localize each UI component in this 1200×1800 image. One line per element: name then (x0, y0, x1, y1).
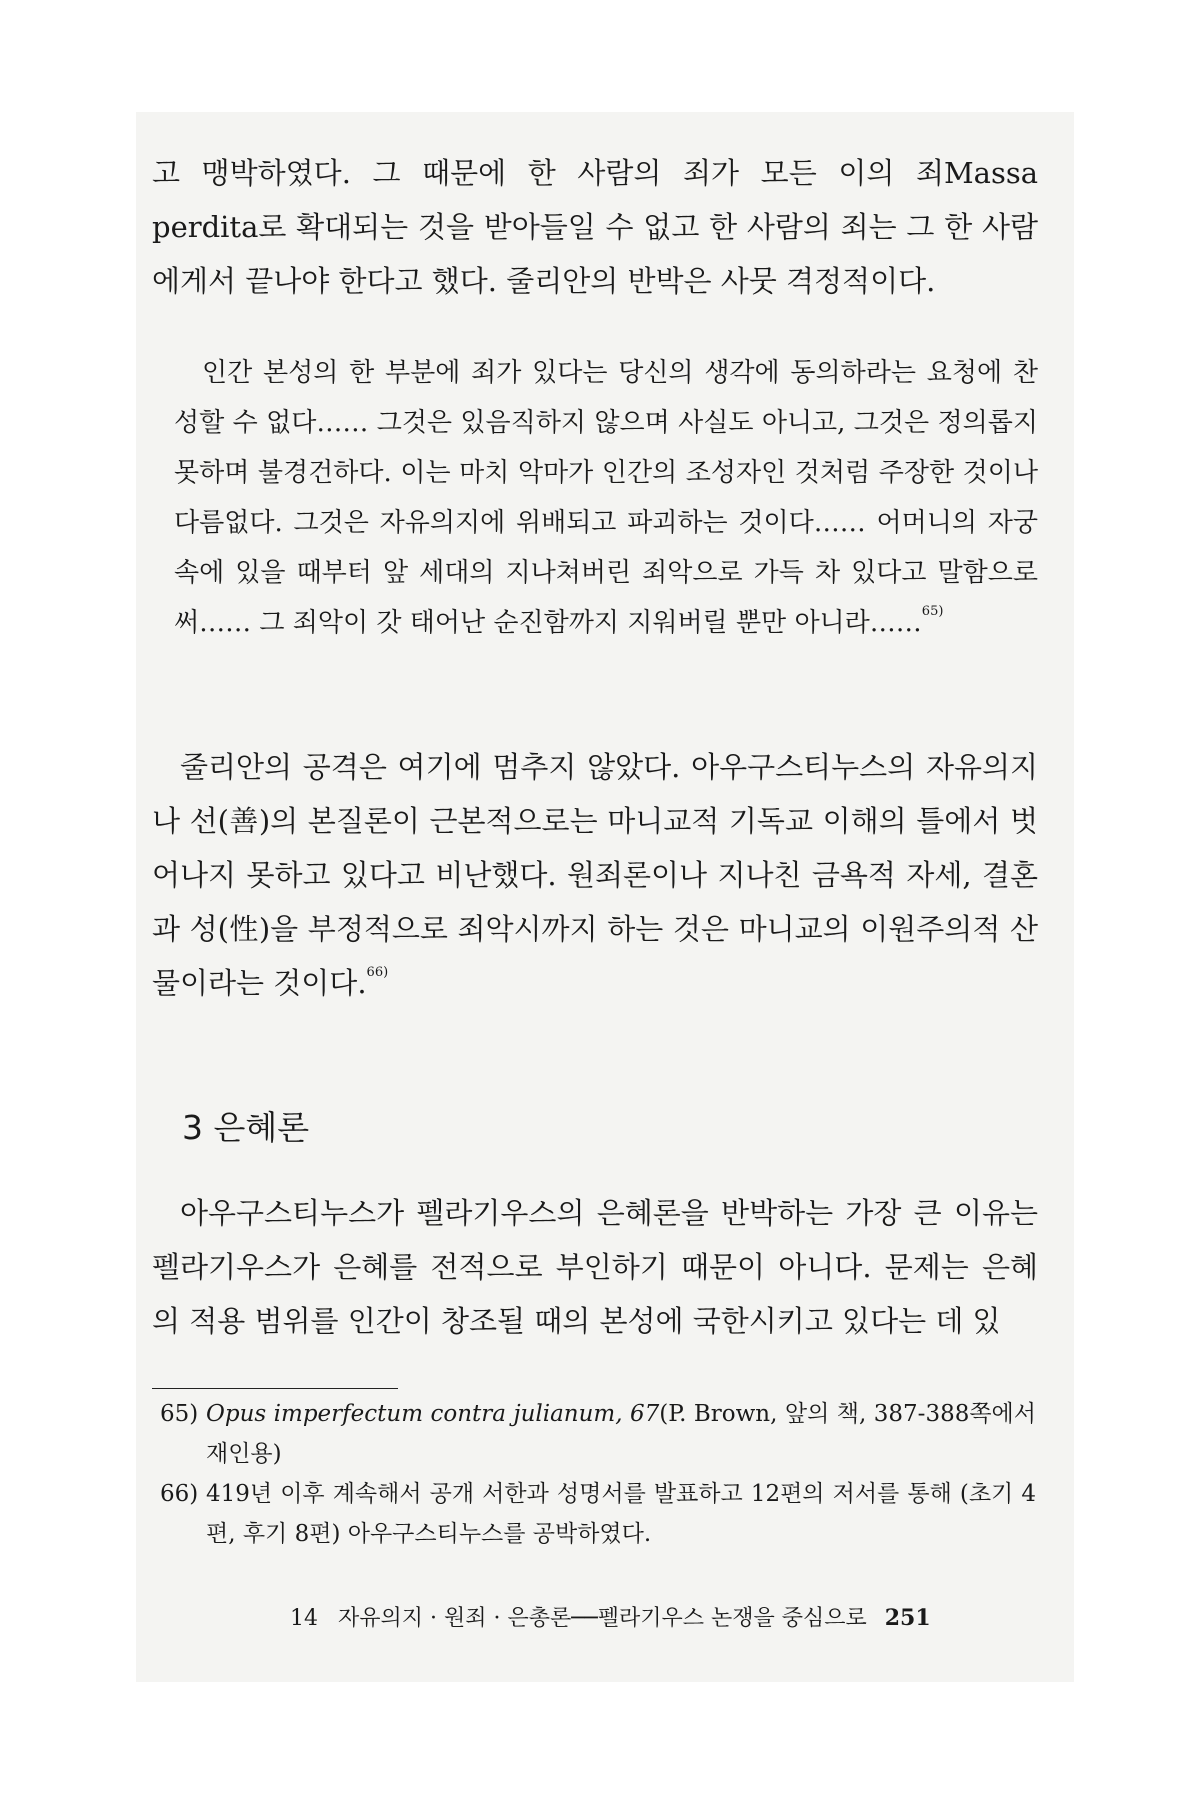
footnote-text: 419년 이후 계속해서 공개 서한과 성명서를 발표하고 12편의 저서를 통해 (초기 4편, 후기 8편) 아우구스티누스를 공박하였다. (206, 1481, 1036, 1547)
footnote-source-title: Opus imperfectum contra julianum, 67 (206, 1401, 660, 1427)
footnote-ref-66[interactable]: 66) (366, 965, 389, 981)
body-paragraph-1 (152, 146, 1038, 308)
block-quote-paragraph (174, 348, 1038, 648)
paragraph-text: 아우구스티누스가 펠라기우스의 은혜론을 반박하는 가장 큰 이유는 펠라기우스가 은혜를 전적으로 부인하기 때문이 아니다. 문제는 은혜의 적용 범위를 인간이 창조될 때의 본성에 국한시키고 있다는 데 있 (152, 1196, 1038, 1338)
footnote-65 (160, 1394, 1036, 1474)
paragraph-text: 고 맹박하였다. 그 때문에 한 사람의 죄가 모든 이의 죄Massa perdita로 확대되는 것을 받아들일 수 없고 한 사람의 죄는 그 한 사람에게서 끝나야 한다고 했다. 줄리안의 반박은 사뭇 격정적이다. (152, 156, 1038, 298)
chapter-number: 14 (290, 1606, 318, 1631)
body-paragraph-2 (152, 740, 1038, 1010)
body-paragraph-3 (152, 1186, 1038, 1348)
footnote-ref-65[interactable]: 65) (921, 604, 944, 620)
footnote-text (206, 1394, 1036, 1474)
footnote-number: 65) (160, 1401, 199, 1427)
footnote-66 (160, 1474, 1036, 1554)
footnote-citation: (P. Brown, 앞의 책, 387-388쪽에서 재인용) (206, 1401, 1036, 1467)
paragraph-2 (152, 740, 1038, 1010)
page-number: 251 (884, 1605, 931, 1631)
section-heading: 3 은혜론 (182, 1108, 310, 1147)
block-quote (174, 348, 1038, 648)
footnote-divider (152, 1388, 398, 1389)
footnotes (160, 1394, 1036, 1554)
block-quote-text: 인간 본성의 한 부분에 죄가 있다는 당신의 생각에 동의하라는 요청에 찬성할 수 없다…… 그것은 있음직하지 않으며 사실도 아니고, 그것은 정의롭지 못하며 불경건하다. 이는 마치 악마가 인간의 조성자인 것처럼 주장한 것이나 다름없다. 그것은 자유의지에 위배되고 파괴하는 것이다…… 어머니의 자궁 속에 있을 때부터 앞 세대의 지나쳐버린 죄악으로 가득 차 있다고 말함으로써…… 그 죄악이 갓 태어난 순진함까지 지워버릴 뿐만 아니라…… (174, 358, 1038, 638)
running-footer (290, 1602, 1040, 1635)
footnote-number: 66) (160, 1481, 199, 1507)
paragraph-text: 줄리안의 공격은 여기에 멈추지 않았다. 아우구스티누스의 자유의지나 선(善)의 본질론이 근본적으로는 마니교적 기독교 이해의 틀에서 벗어나지 못하고 있다고 비난했다. 원죄론이나 지나친 금욕적 자세, 결혼과 성(性)을 부정적으로 죄악시까지 하는 것은 마니교의 이원주의적 산물이라는 것이다. (152, 750, 1038, 1000)
chapter-title: 자유의지 · 원죄 · 은총론──펠라기우스 논쟁을 중심으로 (338, 1606, 867, 1631)
